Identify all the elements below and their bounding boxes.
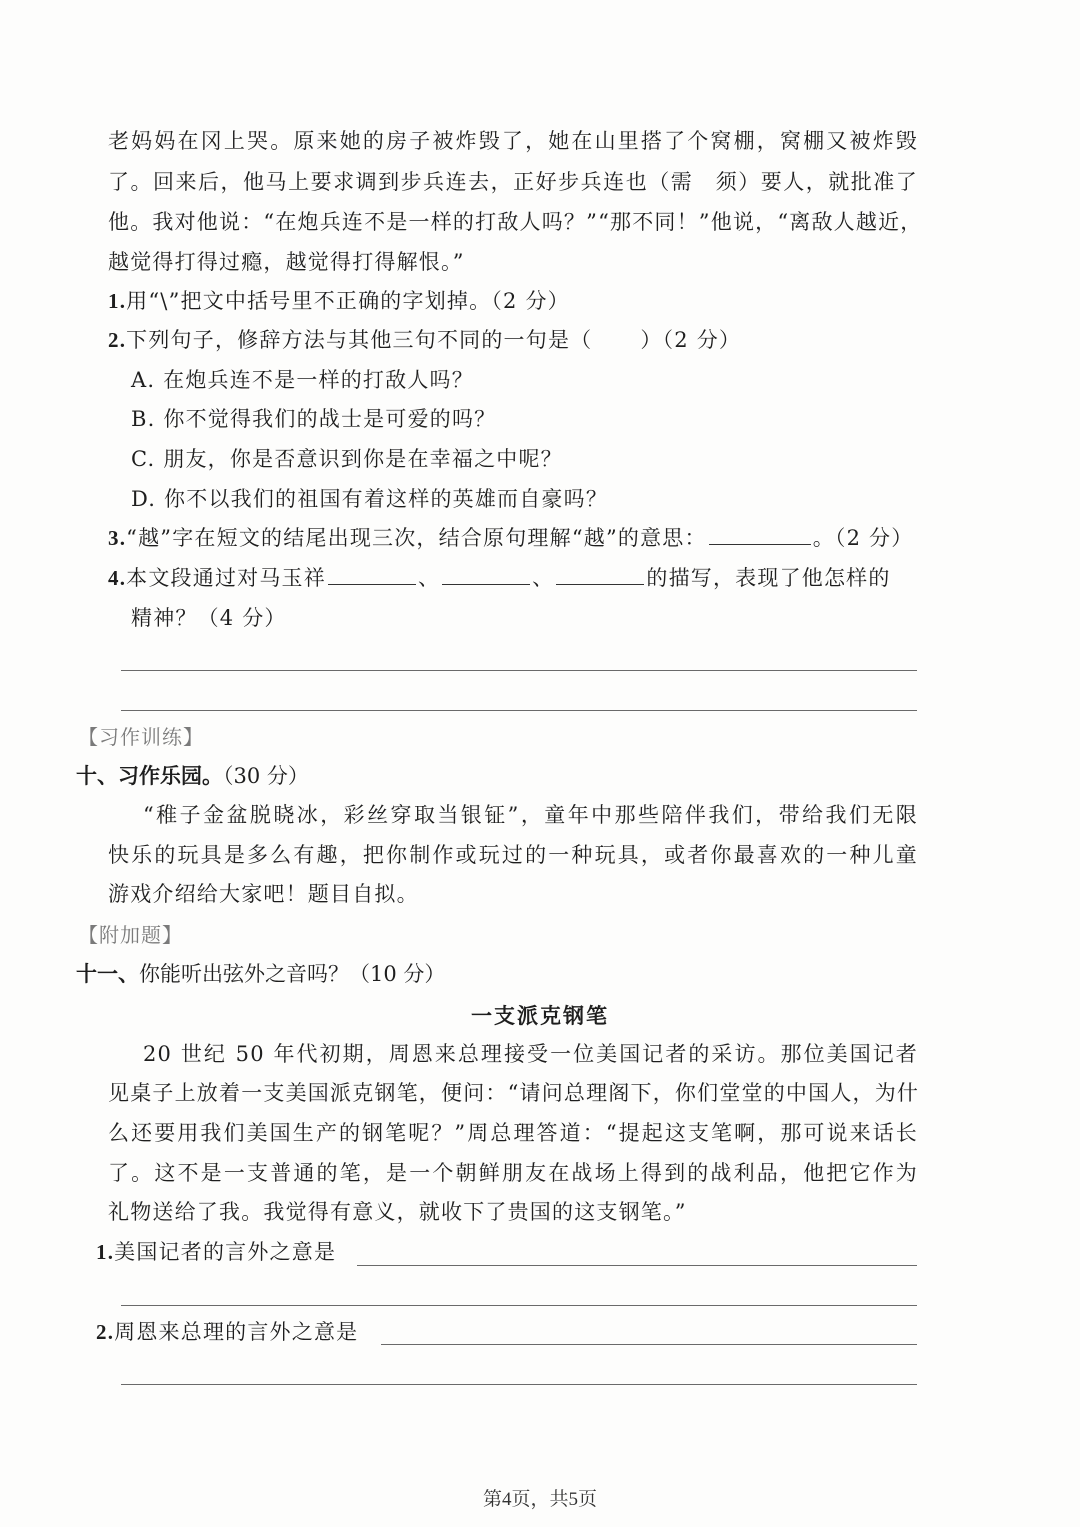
answer-line[interactable] bbox=[121, 1305, 917, 1306]
question-1 bbox=[108, 287, 570, 315]
story-line: 么还要用我们美国生产的钢笔呢？”周总理答道：“提起这支笔啊，那可说来话长 bbox=[108, 1121, 918, 1145]
question-number: 1. bbox=[108, 289, 127, 313]
separator: 、 bbox=[417, 566, 441, 590]
answer-line[interactable] bbox=[381, 1344, 917, 1345]
story-line: 20 世纪 50 年代初期，周恩来总理接受一位美国记者的采访。那位美国记者 bbox=[143, 1042, 918, 1066]
answer-line[interactable] bbox=[121, 670, 917, 671]
prompt-line: 快乐的玩具是多么有趣，把你制作或玩过的一种玩具，或者你最喜欢的一种儿童 bbox=[108, 843, 918, 867]
section-tag-writing: 【习作训练】 bbox=[78, 725, 204, 749]
story-title: 一支派克钢笔 bbox=[471, 1004, 609, 1028]
page-number: 第4页，共5页 bbox=[482, 1489, 597, 1510]
answer-blank-1[interactable] bbox=[328, 564, 416, 585]
story-line: 见桌子上放着一支美国派克钢笔，便问：“请问总理阁下，你们堂堂的中国人，为什 bbox=[108, 1081, 920, 1105]
section-heading-11 bbox=[76, 960, 445, 988]
question-number: 1. bbox=[96, 1240, 115, 1264]
question-number: 2. bbox=[108, 328, 127, 352]
question-4 bbox=[108, 564, 891, 592]
prompt-line: 游戏介绍给大家吧！题目自拟。 bbox=[108, 882, 419, 906]
question-text: 本文段通过对马玉祥 bbox=[126, 566, 326, 590]
passage-line: 老妈妈在冈上哭。原来她的房子被炸毁了，她在山里搭了个窝棚，窝棚又被炸毁 bbox=[108, 129, 918, 153]
section-heading-score: （30 分） bbox=[223, 764, 309, 788]
question-number: 2. bbox=[96, 1320, 115, 1344]
answer-line[interactable] bbox=[357, 1265, 917, 1266]
answer-line[interactable] bbox=[121, 710, 917, 711]
question-text: 用“\”把文中括号里不正确的字划掉。（2 分） bbox=[126, 289, 570, 313]
story-line: 了。这不是一支普通的笔，是一个朝鲜朋友在战场上得到的战利品，他把它作为 bbox=[108, 1161, 918, 1185]
option-b: B. 你不觉得我们的战士是可爱的吗？ bbox=[131, 407, 497, 431]
section-heading-text: 你能听出弦外之音吗？（10 分） bbox=[139, 962, 446, 986]
bonus-question-1 bbox=[96, 1238, 336, 1266]
option-a: A. 在炮兵连不是一样的打敌人吗？ bbox=[131, 368, 474, 392]
section-tag-bonus: 【附加题】 bbox=[78, 923, 183, 947]
question-number: 4. bbox=[108, 566, 127, 590]
question-text: 周恩来总理的言外之意是 bbox=[114, 1320, 359, 1344]
option-d: D. 你不以我们的祖国有着这样的英雄而自豪吗？ bbox=[131, 487, 609, 511]
answer-blank-3[interactable] bbox=[556, 564, 644, 585]
section-heading-10 bbox=[76, 762, 309, 790]
passage-line: 他。我对他说：“在炮兵连不是一样的打敌人吗？”“那不同！”他说，“离敌人越近， bbox=[108, 210, 923, 234]
passage-line: 越觉得打得过瘾，越觉得打得解恨。” bbox=[108, 250, 465, 274]
story-line: 礼物送给了我。我觉得有意义，就收下了贵国的这支钢笔。” bbox=[108, 1200, 687, 1224]
option-c: C. 朋友，你是否意识到你是在幸福之中呢？ bbox=[131, 447, 563, 471]
question-score: ）（2 分） bbox=[640, 328, 742, 352]
question-text: “越”字在短文的结尾出现三次，结合原句理解“越”的意思： bbox=[126, 526, 707, 550]
question-score: 。（2 分） bbox=[812, 526, 914, 550]
answer-blank-2[interactable] bbox=[442, 564, 530, 585]
answer-line[interactable] bbox=[121, 1384, 917, 1385]
bonus-question-2 bbox=[96, 1318, 358, 1346]
question-text: 美国记者的言外之意是 bbox=[114, 1240, 337, 1264]
section-heading-number: 十一、 bbox=[76, 962, 139, 986]
prompt-line: “稚子金盆脱晓冰，彩丝穿取当银钲”，童年中那些陪伴我们，带给我们无限 bbox=[143, 803, 918, 827]
passage-line: 了。回来后，他马上要求调到步兵连去，正好步兵连也（需 须）要人，就批准了 bbox=[108, 170, 918, 194]
answer-blank[interactable] bbox=[709, 524, 811, 545]
question-number: 3. bbox=[108, 526, 127, 550]
question-2 bbox=[108, 326, 741, 354]
question-text-cont: 的描写，表现了他怎样的 bbox=[646, 566, 891, 590]
question-text: 下列句子，修辞方法与其他三句不同的一句是（ bbox=[126, 328, 593, 352]
question-3 bbox=[108, 524, 913, 552]
section-heading-title: 十、习作乐园。 bbox=[76, 764, 223, 788]
question-4-line2: 精神？（4 分） bbox=[131, 606, 287, 630]
separator: 、 bbox=[532, 566, 555, 590]
